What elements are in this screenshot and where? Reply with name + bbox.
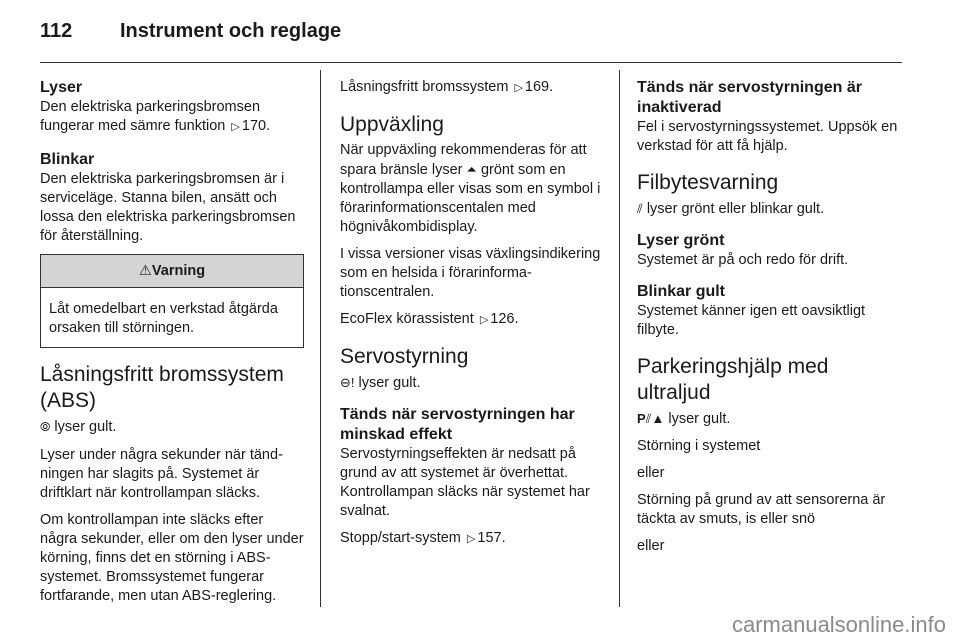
shift-up-icon: ⏶ (466, 162, 477, 177)
paragraph: ⦾ lyser gult. (40, 419, 117, 435)
abs-icon: ⦾ (40, 419, 51, 434)
page-number: 112 (40, 20, 73, 42)
paragraph: ⊖! lyser gult. (340, 375, 421, 391)
section-heading: Lyser grönt (637, 232, 725, 249)
section-heading: Parkeringshjälp med ultraljud (637, 355, 829, 404)
column-middle (340, 78, 602, 557)
paragraph: Lyser under några sekunder när tändningen har slagits på. Systemet är driftklart när kontrollampan släcks. (40, 447, 283, 501)
parking-assist-icon: P⫽▲ (637, 411, 665, 426)
paragraph: Systemet känner igen ett oavsiktligt filbyte. (637, 303, 866, 338)
arrow-reference-icon: ▷ (466, 533, 476, 545)
paragraph: Den elektriska parkeringsbromsen fungerar med sämre funktion ▷ 170. (40, 98, 304, 137)
arrow-reference-icon: ▷ (479, 314, 489, 326)
section-heading: Lyser (40, 79, 83, 96)
paragraph: P⫽▲ lyser gult. (637, 411, 731, 427)
warning-body: Låt omedelbart en verkstad åtgärda orsaken till störningen. (49, 301, 278, 336)
lane-change-icon: ⫽ (637, 201, 643, 216)
section-heading: Blinkar gult (637, 283, 726, 300)
paragraph: Servostyrningseffekten är nedsatt på grund av att systemet är överhettat. Kontrollampan släcks när systemet har svalnat. (340, 446, 590, 519)
paragraph: När uppväxling rekommenderas för att spara bränsle lyser ⏶ grönt som en kontrollampa eller visas som en symbol i förarinformationscentalen med högnivåkombidisplay. (340, 142, 601, 235)
column-right (637, 78, 905, 564)
section-heading: Uppväxling (340, 113, 444, 136)
paragraph: Låsningsfritt bromssystem ▷ 169. (340, 78, 602, 98)
warning-triangle-icon: ⚠ (138, 263, 152, 279)
section-heading: Tänds när servostyrningen är inaktiverad (637, 79, 862, 116)
paragraph: eller (637, 465, 665, 481)
paragraph: Om kontrollampan inte släcks efter några sekunder, eller om den lyser under körning, finns det en störning i ABS-systemet. Bromssystemet fungerar fortfarande, men utan ABS-reglering. (40, 512, 304, 604)
paragraph: Störning i systemet (637, 438, 761, 454)
section-heading: Blinkar (40, 151, 95, 168)
paragraph: ⫽ lyser grönt eller blinkar gult. (637, 201, 825, 217)
column-divider (619, 70, 620, 607)
column-divider (320, 70, 321, 607)
paragraph: I vissa versioner visas växlingsindikering som en helsida i förarinformationscentralen. (340, 246, 601, 300)
warning-header: ⚠Varning (41, 255, 303, 288)
section-heading: Låsningsfritt bromssystem (ABS) (40, 363, 284, 412)
paragraph: Systemet är på och redo för drift. (637, 252, 849, 268)
paragraph: eller (637, 538, 665, 554)
header-rule (40, 62, 902, 63)
warning-box (40, 254, 304, 348)
arrow-reference-icon: ▷ (231, 121, 240, 133)
page-title: Instrument och reglage (120, 20, 342, 42)
steering-warning-icon: ⊖! (340, 375, 355, 390)
section-heading: Tänds när servostyrningen har minskad effekt (340, 406, 575, 443)
paragraph: Fel i servostyrningssystemet. Uppsök en verkstad för att få hjälp. (637, 119, 898, 154)
paragraph: Den elektriska parkeringsbromsen är i serviceläge. Stanna bilen, ansätt och lossa den elektriska parkeringsbromsen för återställning. (40, 171, 296, 244)
paragraph: Stopp/start-system ▷ 157. (340, 529, 602, 549)
column-left (40, 78, 304, 614)
arrow-reference-icon: ▷ (514, 82, 523, 94)
watermark: carmanualsonline.info (731, 612, 946, 637)
section-heading: Filbytesvarning (637, 171, 779, 194)
paragraph: EcoFlex körassistent ▷ 126. (340, 310, 602, 330)
paragraph: Störning på grund av att sensorerna är täckta av smuts, is eller snö (637, 492, 886, 527)
section-heading: Servostyrning (340, 345, 469, 368)
